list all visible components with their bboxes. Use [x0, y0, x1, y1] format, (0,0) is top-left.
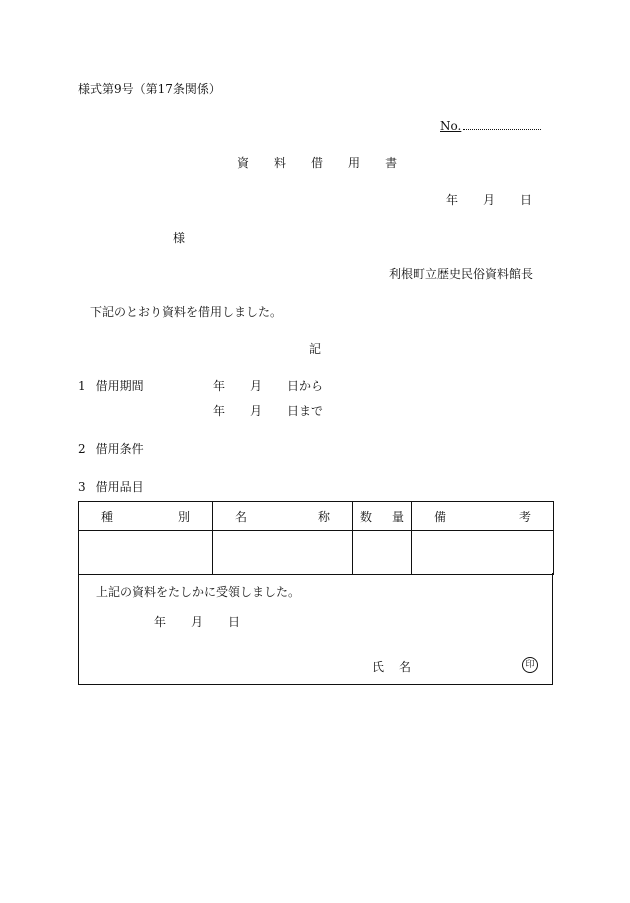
header-char: 別: [177, 509, 190, 524]
header-char: 称: [317, 509, 330, 524]
title-char: 書: [385, 156, 398, 170]
name-char: 氏: [372, 660, 385, 674]
name-label: [372, 661, 411, 673]
year-label: 年: [213, 404, 226, 418]
table-row: [79, 531, 554, 575]
header-char: 量: [391, 509, 404, 524]
receipt-box: [78, 573, 553, 685]
month-label: 月: [250, 379, 263, 393]
issue-date: [446, 194, 532, 206]
to-label: 日まで: [287, 404, 324, 418]
document-number: [440, 120, 541, 132]
cell-remarks[interactable]: [412, 531, 554, 575]
header-type: [79, 502, 213, 531]
month-label: 月: [250, 404, 263, 418]
header-char: 名: [235, 509, 248, 524]
section3-label: 借用品目: [95, 480, 144, 494]
year-label: 年: [213, 379, 226, 393]
form-number: 様式第9号（第17条関係）: [78, 82, 221, 96]
section1-number: 1: [78, 379, 86, 393]
seal-mark: 印: [522, 657, 538, 673]
number-label: No.: [440, 119, 462, 133]
section1-heading: [78, 380, 144, 392]
period-to: [213, 405, 323, 417]
receipt-text: 上記の資料をたしかに受領しました。: [96, 585, 301, 599]
items-table: [78, 501, 554, 575]
section1-label: 借用期間: [95, 379, 144, 393]
title-char: 用: [348, 156, 361, 170]
section2-number: 2: [78, 442, 86, 456]
title-char: 料: [274, 156, 287, 170]
receipt-date: [154, 616, 240, 628]
period-from: [213, 380, 323, 392]
header-char: 種: [101, 509, 114, 524]
month-label: 月: [483, 193, 496, 207]
table-header-row: [79, 502, 554, 531]
header-char: 数: [360, 509, 373, 524]
section2-label: 借用条件: [95, 442, 144, 456]
document-title: [237, 157, 397, 169]
header-char: 考: [518, 509, 531, 524]
section2-heading: [78, 443, 144, 455]
addressee-suffix: 様: [173, 231, 186, 245]
name-char: 名: [399, 660, 412, 674]
cell-type[interactable]: [79, 531, 213, 575]
title-char: 資: [237, 156, 250, 170]
header-remarks: [412, 502, 554, 531]
cell-name[interactable]: [213, 531, 353, 575]
issuer: 利根町立歴史民俗資料館長: [389, 267, 534, 281]
day-label: 日: [228, 615, 241, 629]
number-blank: [463, 121, 541, 130]
year-label: 年: [154, 615, 167, 629]
header-char: 備: [434, 509, 447, 524]
header-name: [213, 502, 353, 531]
month-label: 月: [191, 615, 204, 629]
section3-heading: [78, 481, 144, 493]
section3-number: 3: [78, 480, 86, 494]
year-label: 年: [446, 193, 459, 207]
title-char: 借: [311, 156, 324, 170]
day-label: 日: [520, 193, 533, 207]
ki-label: 記: [309, 342, 322, 356]
cell-quantity[interactable]: [353, 531, 412, 575]
from-label: 日から: [287, 379, 324, 393]
header-quantity: [353, 502, 412, 531]
intro-text: 下記のとおり資料を借用しました。: [90, 305, 283, 319]
